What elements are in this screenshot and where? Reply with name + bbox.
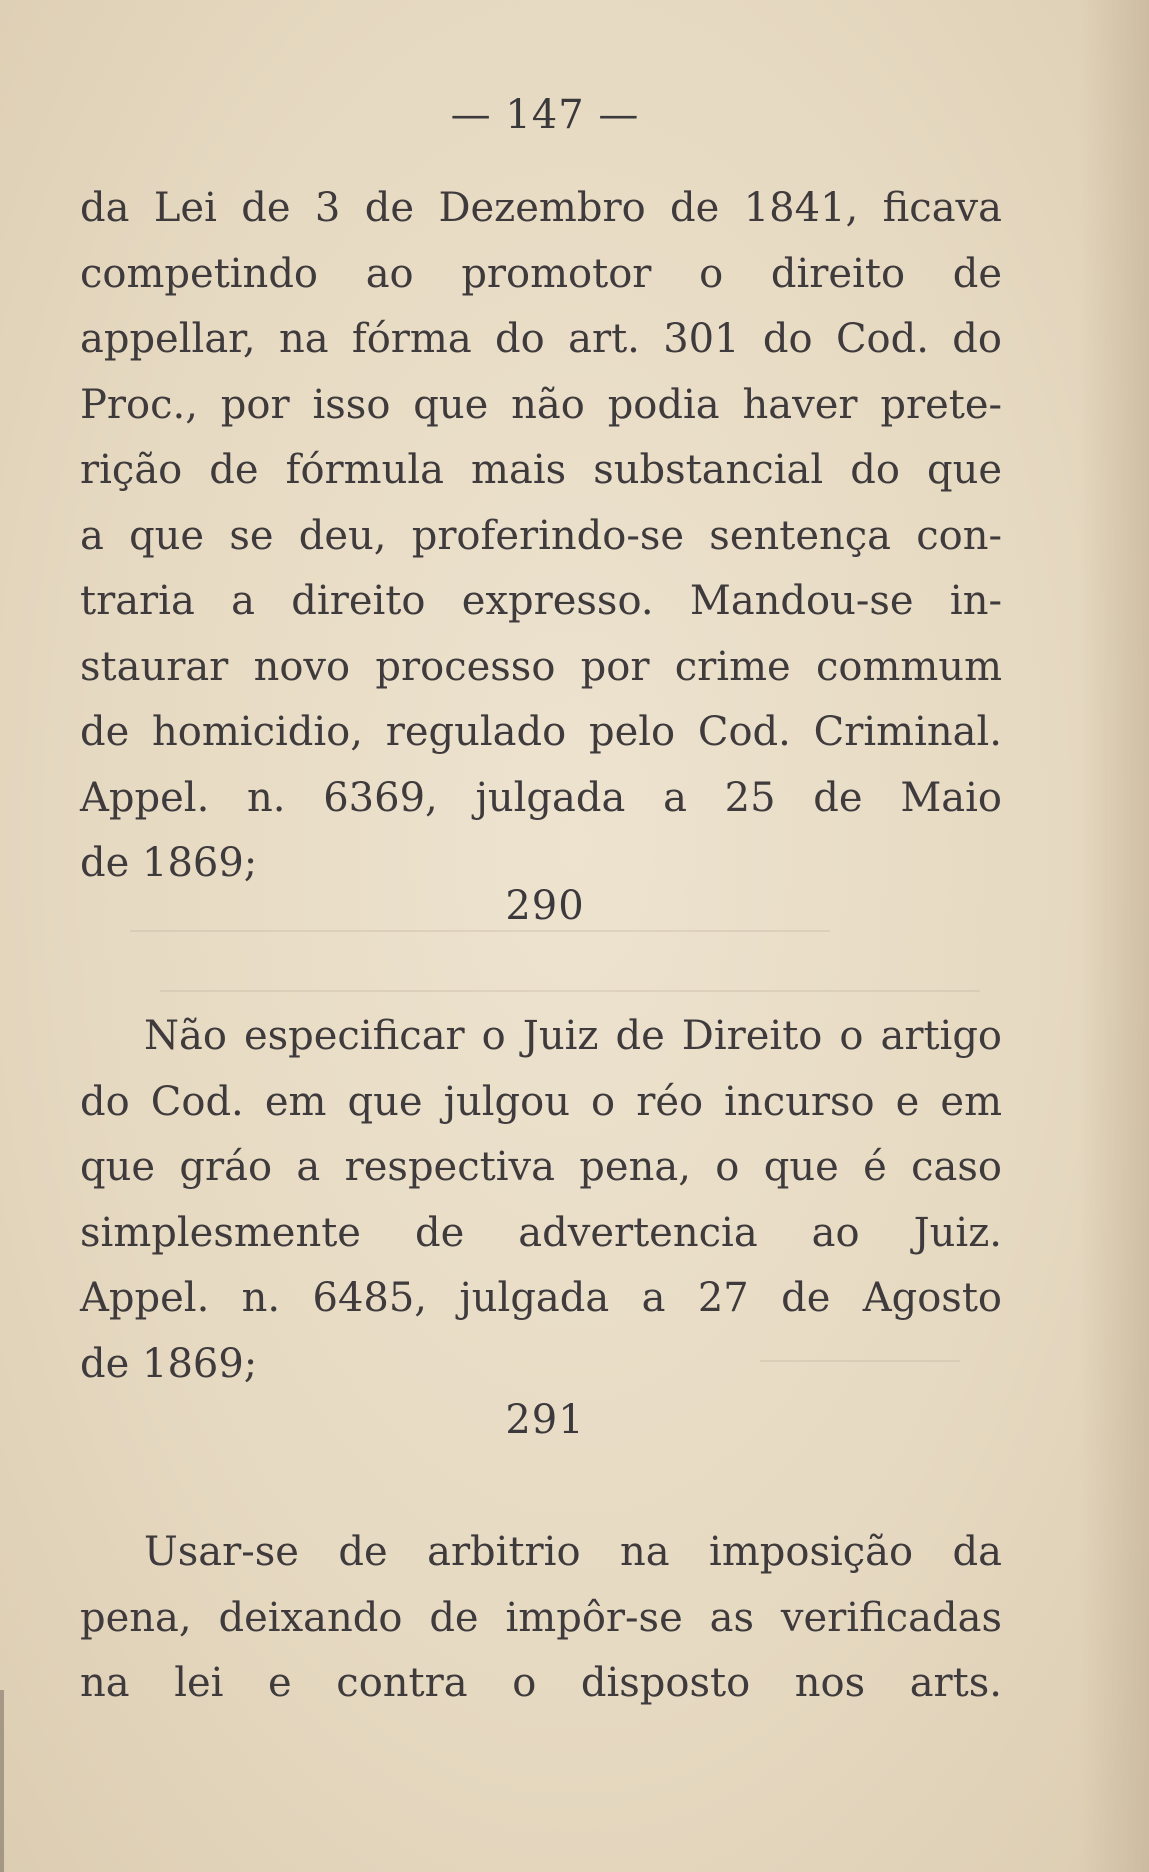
- text-line: de 1869;: [80, 1340, 258, 1387]
- bleed-through-mark: [160, 990, 980, 992]
- page-number: — 147 —: [450, 92, 640, 138]
- text-line: de 1869;: [80, 840, 258, 886]
- text-line: simplesmente de advertencia ao Juiz.: [80, 1209, 1002, 1256]
- text-line: staurar novo processo por crime commum: [80, 643, 1002, 690]
- paragraph-continuation: [80, 176, 1002, 897]
- text-line: de homicidio, regulado pelo Cod. Criminal.: [80, 709, 1002, 755]
- section-number-290: 290: [505, 883, 585, 929]
- text-line: competindo ao promotor o direito de: [80, 250, 1002, 297]
- text-line: Não especificar o Juiz de Direito o artigo: [144, 1013, 1002, 1059]
- text-line: a que se deu, proferindo-se sentença con-: [80, 512, 1002, 559]
- text-line: appellar, na fórma do art. 301 do Cod. do: [80, 316, 1002, 362]
- text-line: na lei e contra o disposto nos arts.: [80, 1660, 1002, 1706]
- text-line: que gráo a respectiva pena, o que é caso: [80, 1144, 1002, 1190]
- text-line: pena, deixando de impôr-se as verificadas: [80, 1594, 1002, 1641]
- page-edge-mark: [0, 1690, 4, 1872]
- text-line: do Cod. em que julgou o réo incurso e em: [80, 1078, 1002, 1125]
- text-line: Appel. n. 6369, julgada a 25 de Maio: [80, 774, 1002, 821]
- bleed-through-mark: [130, 930, 830, 932]
- gutter-shadow: [1079, 0, 1149, 1872]
- section-number-291: 291: [505, 1397, 585, 1443]
- text-line: Usar-se de arbitrio na imposição da: [144, 1529, 1002, 1575]
- text-line: rição de fórmula mais substancial do que: [80, 447, 1002, 493]
- section-290-paragraph: [80, 1004, 1002, 1397]
- text-line: Appel. n. 6485, julgada a 27 de Agosto: [80, 1275, 1002, 1321]
- text-line: da Lei de 3 de Dezembro de 1841, ficava: [80, 185, 1002, 231]
- text-line: Proc., por isso que não podia haver prete-: [80, 381, 1002, 428]
- text-line: traria a direito expresso. Mandou-se in-: [80, 578, 1002, 624]
- section-291-paragraph: [80, 1520, 1002, 1717]
